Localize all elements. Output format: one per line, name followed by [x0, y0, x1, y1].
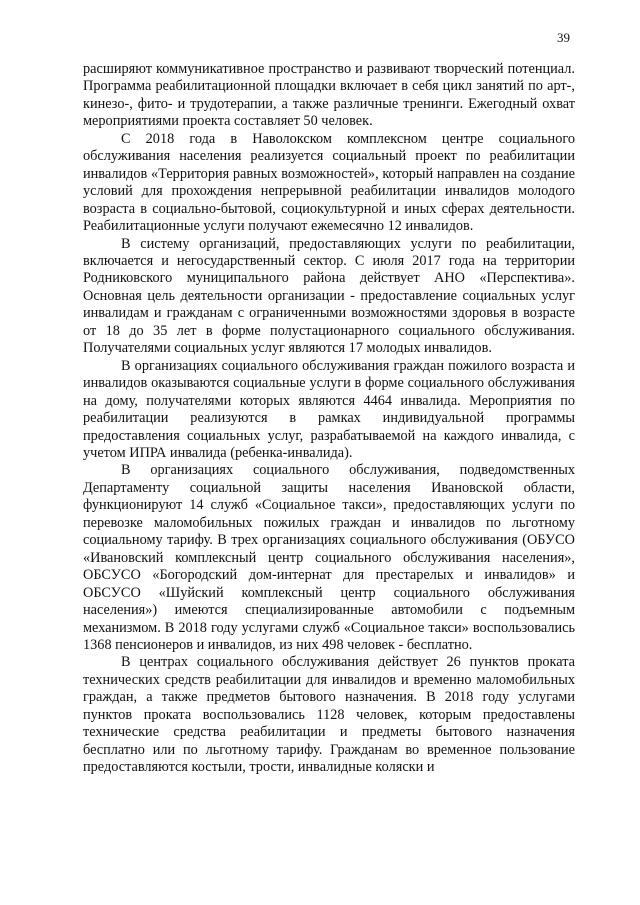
- paragraph-social-taxi: В организациях социального обслуживания, подведомственных Департаменту социальной защиты населения Ивановской области, функционируют 14 служб «Социальное такси», предоставляющих услуги по перевозке маломобильных пожилых граждан и инвалидов по льготному социальному тарифу. В трех организациях социального обслуживания (ОБУСО «Ивановский комплексный центр социального обслуживания населения», ОБСУСО «Богородский дом-интернат для престарелых и инвалидов» и ОБСУСО «Шуйский комплексный центр социального обслуживания населения») имеются специализированные автомобили с подъемным механизмом. В 2018 году услугами служб «Социальное такси» воспользовались 1368 пенсионеров и инвалидов, из них 498 человек - бесплатно.: [83, 462, 575, 653]
- page-number: 39: [557, 30, 570, 45]
- paragraph-rental-points: В центрах социального обслуживания действует 26 пунктов проката технических средств реабилитации для инвалидов и временно маломобильных граждан, а также предметов бытового назначения. В 2018 году услугами пунктов проката воспользовались 1128 человек, которым предоставлены технические средства реабилитации и предметы бытового назначения бесплатно или по льготному тарифу. Гражданам во временное пользование предоставляются костыли, трости, инвалидные коляски и: [83, 654, 575, 776]
- paragraph-home-services: В организациях социального обслуживания граждан пожилого возраста и инвалидов оказываются социальные услуги в форме социального обслуживания на дому, получателями которых являются 4464 инвалида. Мероприятия по реабилитации реализуются в рамках индивидуальной программы предоставления социальных услуг, разрабатываемой на каждого инвалида, с учетом ИПРА инвалида (ребенка-инвалида).: [83, 357, 575, 461]
- paragraph-navolok-project: С 2018 года в Наволокском комплексном центре социального обслуживания населения реализуется социальный проект по реабилитации инвалидов «Территория равных возможностей», который направлен на создание условий для прохождения непрерывной реабилитации инвалидов молодого возраста в социально-бытовой, социокультурной и иных сферах деятельности. Реабилитационные услуги получают ежемесячно 12 инвалидов.: [83, 130, 575, 235]
- paragraph-continuation: расширяют коммуникативное пространство и развивают творческий потенциал. Программа реабилитационной площадки включает в себя цикл занятий по арт-, кинезо-, фито- и трудотерапии, а также различные тренинги. Ежегодный охват мероприятиями проекта составляет 50 человек.: [83, 61, 575, 130]
- paragraph-nongovernment-sector: В систему организаций, предоставляющих услуги по реабилитации, включается и негосударственный сектор. С июля 2017 года на территории Родниковского муниципального района действует АНО «Перспектива». Основная цель деятельности организации - предоставление социальных услуг инвалидам и гражданам с ограниченными возможностями здоровья в возрасте от 18 до 35 лет в форме полустационарного социального обслуживания. Получателями социальных услуг являются 17 молодых инвалидов.: [83, 235, 575, 357]
- document-body: [83, 61, 575, 777]
